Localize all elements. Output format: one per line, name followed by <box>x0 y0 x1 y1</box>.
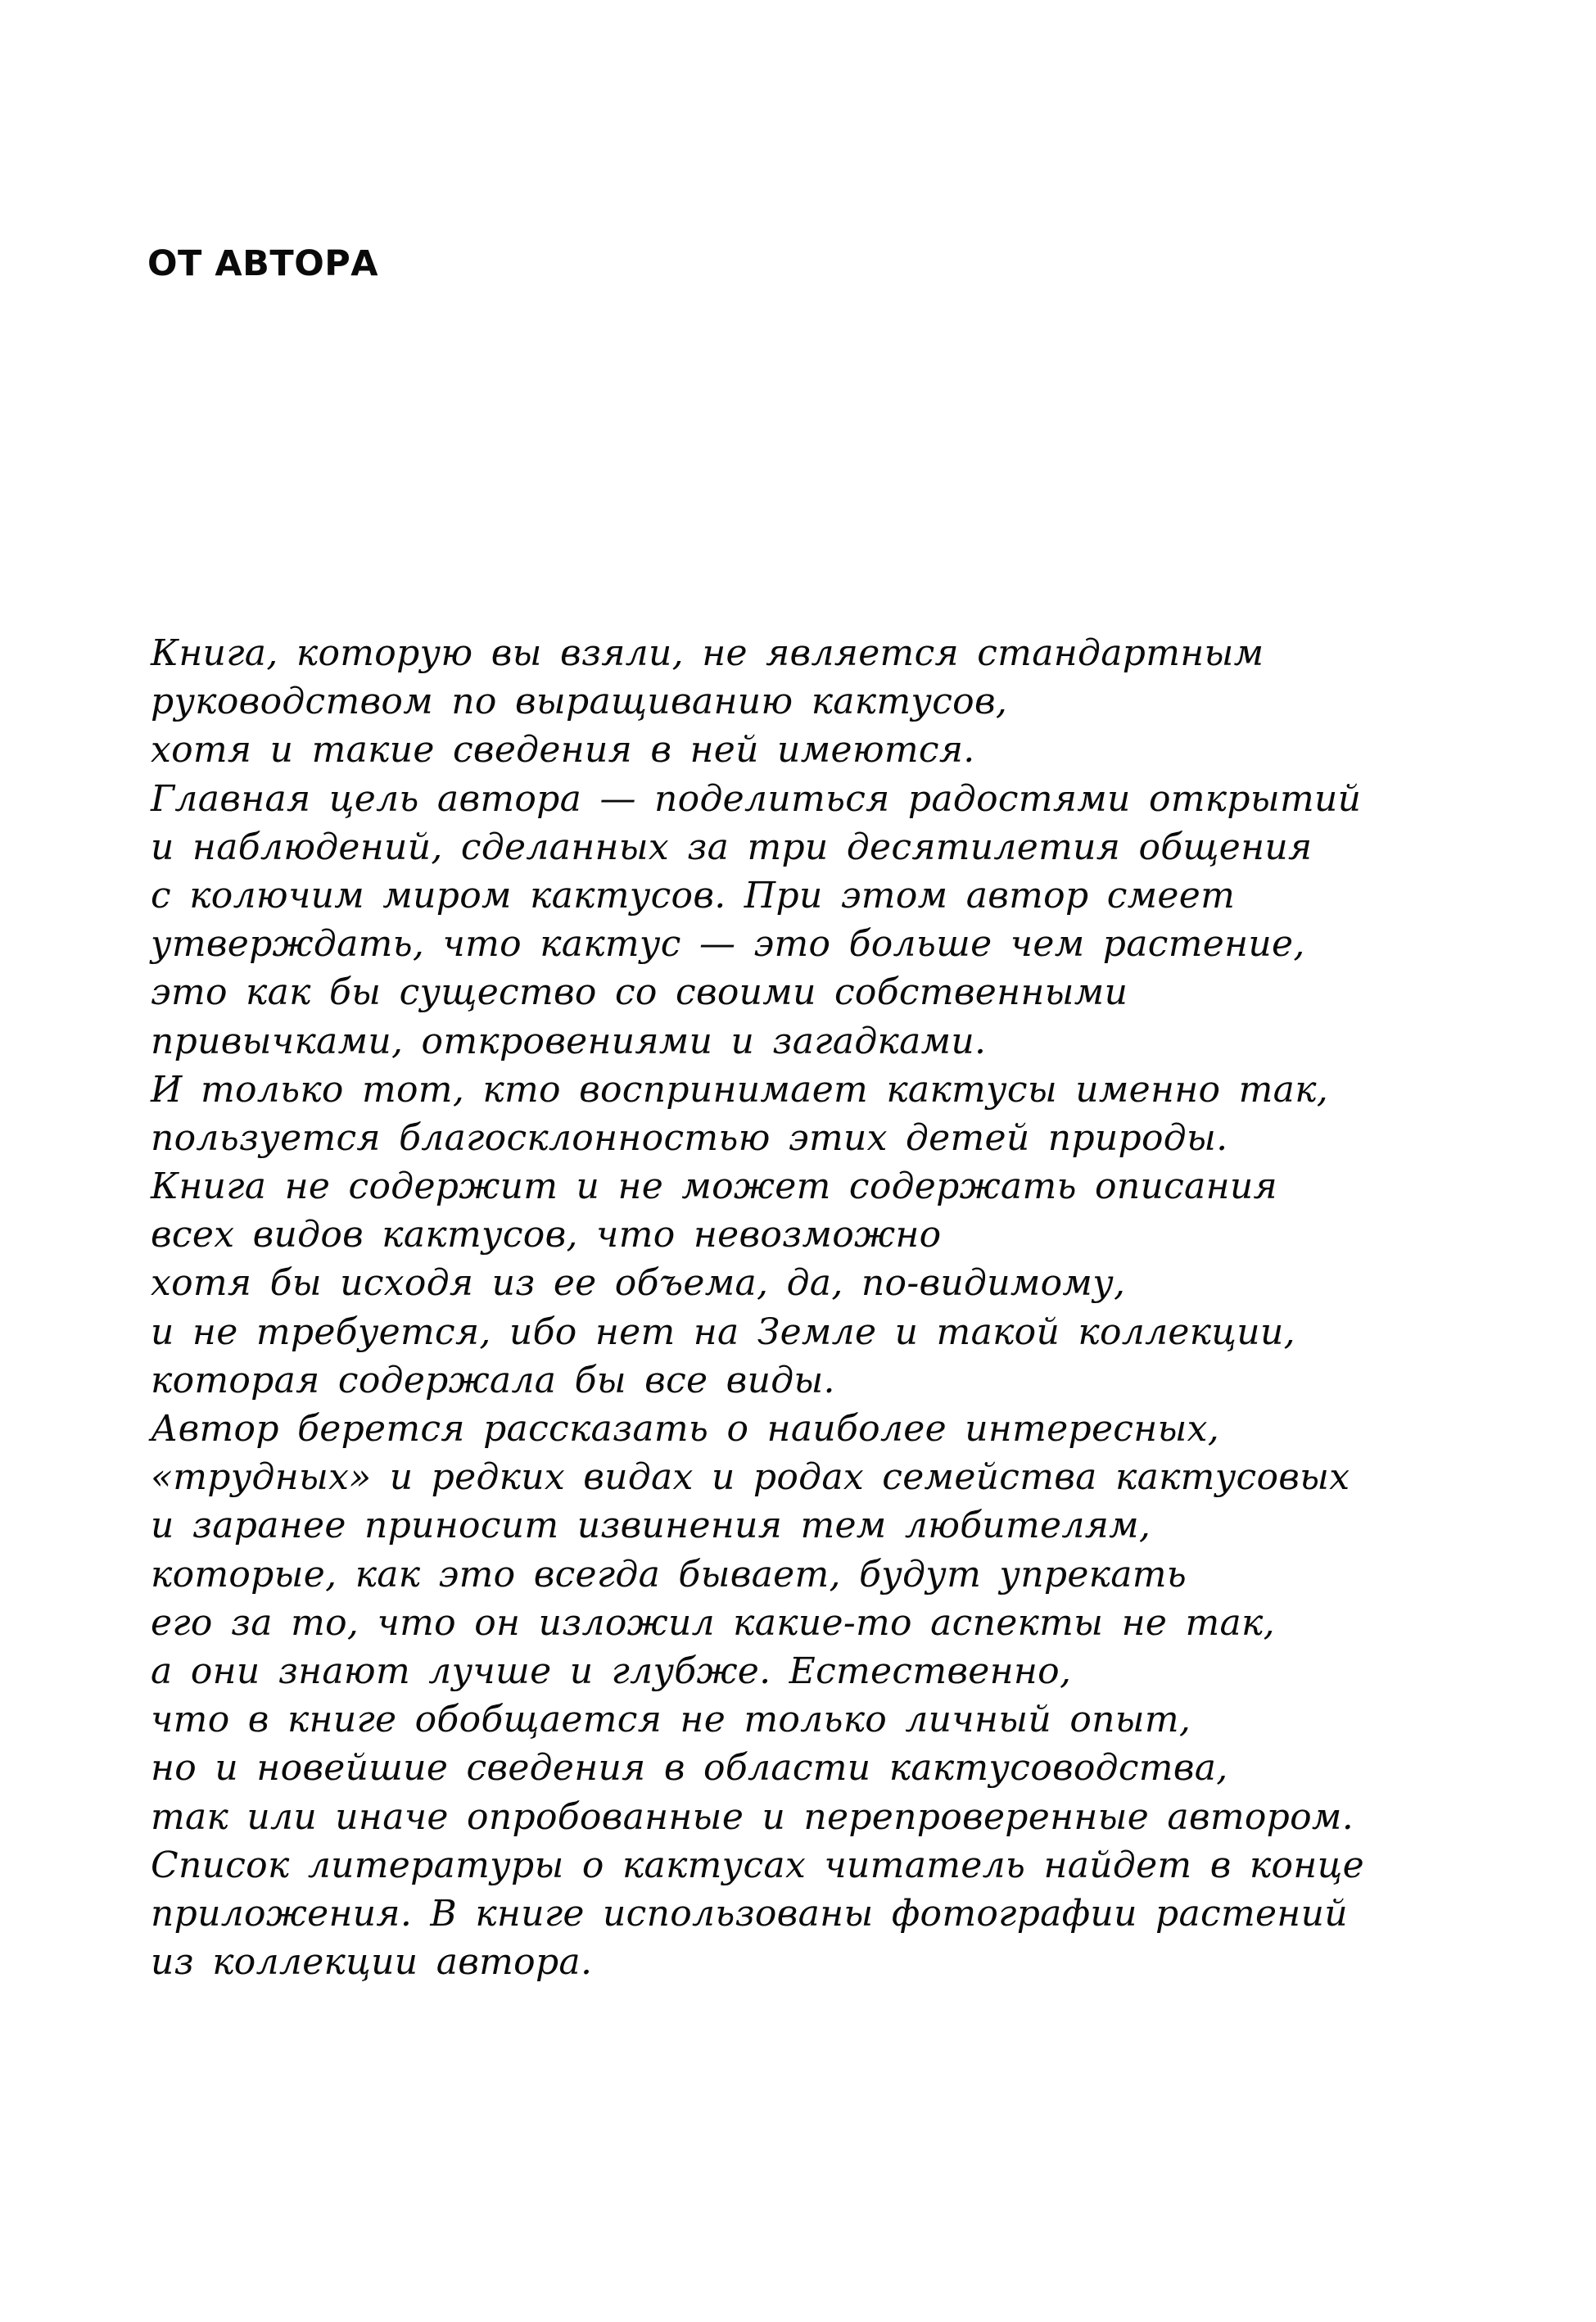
author-foreword <box>151 629 1364 1986</box>
page-title: ОТ АВТОРА <box>147 243 379 284</box>
text-line: с колючим миром кактусов. При этом автор смеет <box>151 874 1236 917</box>
text-line: из коллекции автора. <box>151 1941 593 1984</box>
text-line: Список литературы о кактусах читатель найдет в конце <box>151 1844 1364 1886</box>
text-line: пользуется благосклонностью этих детей природы. <box>151 1116 1228 1159</box>
text-line: Главная цель автора — поделиться радостями открытий <box>151 777 1362 820</box>
text-line: руководством по выращиванию кактусов, <box>151 681 1008 723</box>
text-line: «трудных» и редких видах и родах семейства кактусовых <box>151 1456 1350 1499</box>
text-line: Книга не содержит и не может содержать описания <box>151 1166 1277 1208</box>
text-line: а они знают лучше и глубже. Естественно, <box>151 1650 1072 1692</box>
text-line: и наблюдений, сделанных за три десятилетия общения <box>151 826 1313 868</box>
text-line: это как бы существо со своими собственными <box>151 971 1128 1014</box>
text-line: Книга, которую вы взяли, не является стандартным <box>151 632 1264 674</box>
text-line: которые, как это всегда бывает, будут упрекать <box>151 1553 1187 1596</box>
text-line: всех видов кактусов, что невозможно <box>151 1214 942 1256</box>
text-line: так или иначе опробованные и перепроверенные автором. <box>151 1795 1354 1838</box>
text-line: что в книге обобщается не только личный опыт, <box>151 1699 1191 1741</box>
text-line: утверждать, что кактус — это больше чем растение, <box>151 923 1305 966</box>
text-line: его за то, что он изложил какие-то аспекты не так, <box>151 1601 1275 1644</box>
text-line: приложения. В книге использованы фотографии растений <box>151 1892 1348 1935</box>
text-line: привычками, откровениями и загадками. <box>151 1020 987 1062</box>
text-line: которая содержала бы все виды. <box>151 1359 835 1401</box>
text-line: И только тот, кто воспринимает кактусы именно так, <box>151 1068 1329 1111</box>
text-line: и не требуется, ибо нет на Земле и такой коллекции, <box>151 1310 1295 1353</box>
text-line: хотя бы исходя из ее объема, да, по-видимому, <box>151 1262 1126 1305</box>
text-line: и заранее приносит извинения тем любителям, <box>151 1505 1151 1547</box>
text-line: хотя и такие сведения в ней имеются. <box>151 729 975 772</box>
text-line: но и новейшие сведения в области кактусоводства, <box>151 1747 1228 1790</box>
text-line: Автор берется рассказать о наиболее интересных, <box>151 1408 1220 1450</box>
